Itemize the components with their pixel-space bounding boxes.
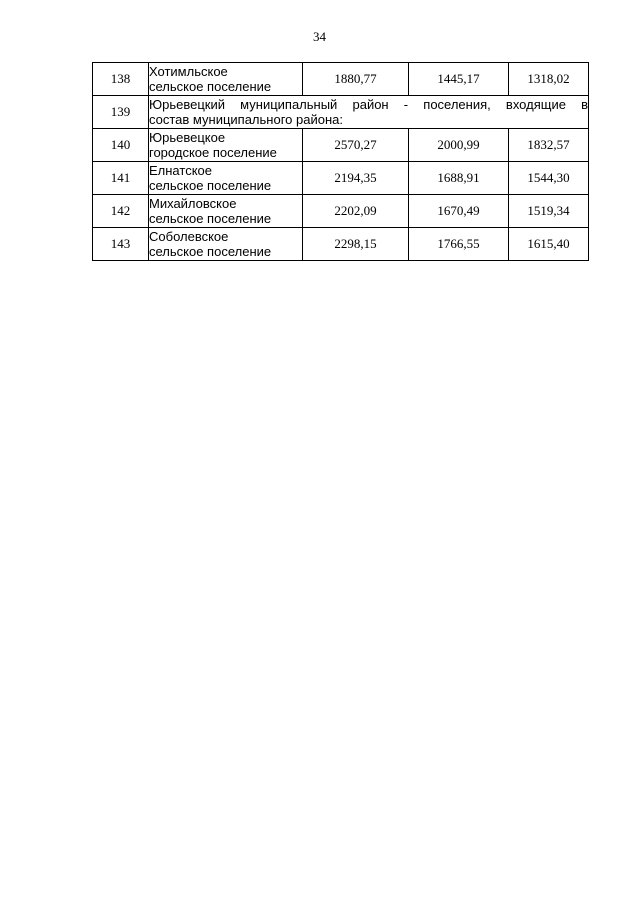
row-number: 139 [93, 96, 149, 129]
value-1: 2194,35 [303, 162, 409, 195]
settlement-name [149, 63, 303, 96]
settlement-name-line1: Соболевское [149, 229, 229, 244]
settlement-name-line1: Михайловское [149, 196, 237, 211]
value-2: 1670,49 [409, 195, 509, 228]
settlement-name-line2: городское поселение [149, 145, 277, 160]
settlement-name-line2: сельское поселение [149, 211, 272, 226]
value-1: 2298,15 [303, 228, 409, 261]
row-number: 138 [93, 63, 149, 96]
value-2: 1766,55 [409, 228, 509, 261]
value-3: 1615,40 [509, 228, 589, 261]
data-table [92, 62, 589, 261]
settlement-name-line2: сельское поселение [149, 79, 272, 94]
value-2: 1445,17 [409, 63, 509, 96]
row-number: 143 [93, 228, 149, 261]
value-1: 1880,77 [303, 63, 409, 96]
value-3: 1519,34 [509, 195, 589, 228]
page-number: 34 [313, 29, 326, 44]
district-heading-line1: Юрьевецкий муниципальный район - поселения, входящие в [149, 97, 588, 112]
settlement-name [149, 129, 303, 162]
table-row-district [93, 96, 589, 129]
table-row [93, 162, 589, 195]
value-2: 2000,99 [409, 129, 509, 162]
table-row [93, 195, 589, 228]
settlement-name-line1: Елнатское [149, 163, 212, 178]
table-row [93, 228, 589, 261]
settlement-name-line1: Хотимльское [149, 64, 228, 79]
settlement-name [149, 195, 303, 228]
value-3: 1544,30 [509, 162, 589, 195]
settlement-name-line2: сельское поселение [149, 244, 272, 259]
district-heading [149, 96, 589, 129]
settlement-name-line1: Юрьевецкое [149, 130, 226, 145]
value-3: 1318,02 [509, 63, 589, 96]
value-1: 2570,27 [303, 129, 409, 162]
table-row [93, 129, 589, 162]
row-number: 141 [93, 162, 149, 195]
value-1: 2202,09 [303, 195, 409, 228]
district-heading-line2: состав муниципального района: [149, 112, 343, 127]
settlement-name [149, 228, 303, 261]
row-number: 142 [93, 195, 149, 228]
row-number: 140 [93, 129, 149, 162]
value-2: 1688,91 [409, 162, 509, 195]
settlement-name-line2: сельское поселение [149, 178, 272, 193]
table-row [93, 63, 589, 96]
value-3: 1832,57 [509, 129, 589, 162]
settlement-name [149, 162, 303, 195]
